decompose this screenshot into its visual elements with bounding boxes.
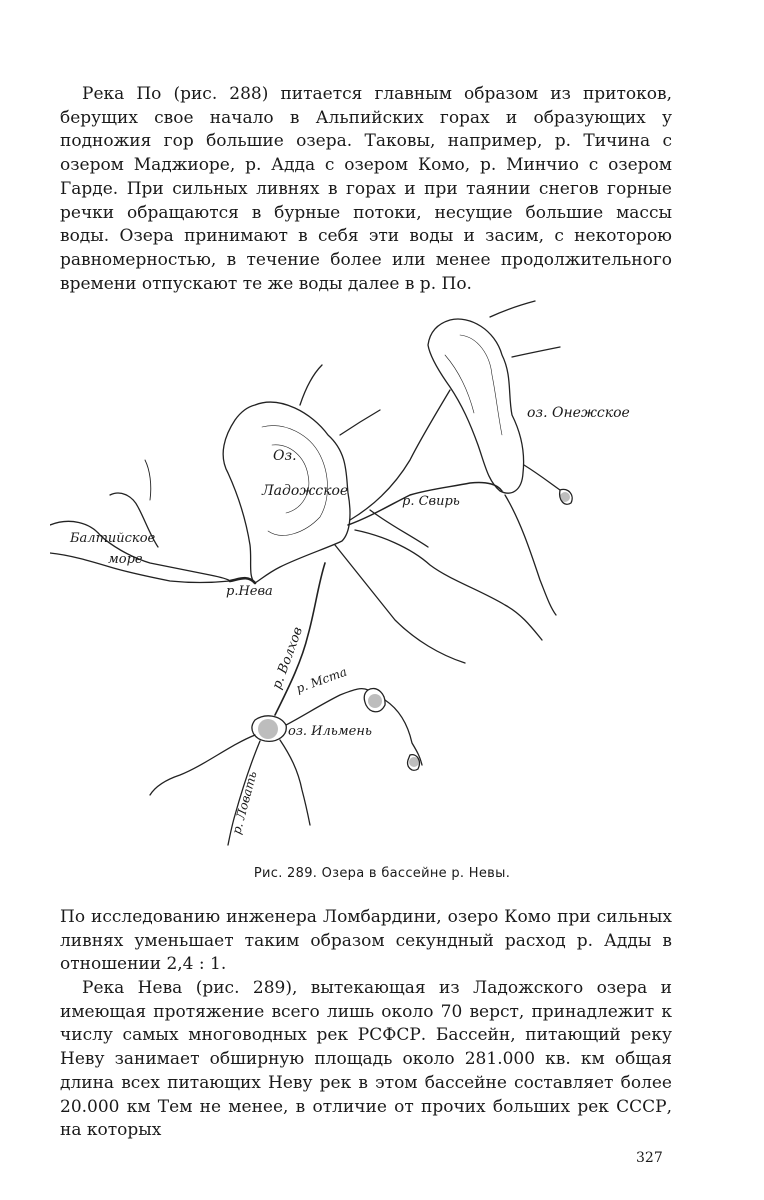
paragraph-po-river: Река По (рис. 288) питается главным образом из притоков, берущих свое начало в Альпийских горах и образующих у подножия гор большие озера. Таковы, например, р. Тичина с озером Маджиоре, р. Адда с озером Комо, р. Минчио с озером Гарде. При сильных ливнях в горах и при таянии снегов горные речки обращаются в бурные потоки, несущие большие массы воды. Озера принимают в себя эти воды и засим, с некоторою равномерностью, в течение более или менее продолжительного времени отпускают те же воды далее в р. По. (60, 84, 672, 294)
onega-lake (428, 319, 524, 493)
label-svir: р. Свирь (402, 494, 460, 509)
label-onega: оз. Онежское (527, 405, 630, 421)
label-msta: р. Мста (294, 664, 349, 696)
paragraph-neva-river: Река Нева (рис. 289), вытекающая из Ладожского озера и имеющая протяжение всего лишь около 70 верст, принадлежит к числу самых многоводных рек РСФСР. Бассейн, питающий реку Неву занимает обширную площадь около 281.000 кв. км общая длина всех питающих Неву рек в этом бассейне составляет более 20.000 км Тем не менее, в отличие от прочих больших рек СССР, на которых (60, 978, 672, 1141)
label-volkhov: р. Волхов (269, 625, 306, 692)
label-neva: р.Нева (226, 584, 273, 599)
figure-caption: Рис. 289. Озера в бассейне р. Невы. (253, 866, 511, 881)
label-ilmen: оз. Ильмень (288, 724, 372, 739)
neva-basin-map (50, 295, 720, 855)
lake-fill-1 (368, 694, 382, 708)
ilmen-fill (258, 719, 278, 739)
label-ladoga: Ладожское (262, 483, 349, 499)
label-baltic-2: море (108, 552, 143, 567)
label-lovat: р. Ловать (229, 769, 260, 836)
lake-fill-3 (560, 492, 570, 502)
label-ladoga-prefix: Оз. (273, 448, 297, 464)
page-number: 327 (636, 1150, 663, 1166)
lake-fill-2 (409, 757, 419, 767)
neva-river (230, 578, 255, 583)
paragraph-lombardini: По исследованию инженера Ломбардини, озеро Комо при сильных ливнях уменьшает таким образом секундный расход р. Адды в отношении 2,4 : 1. (60, 907, 672, 975)
label-baltic-1: Балтийское (70, 531, 156, 546)
